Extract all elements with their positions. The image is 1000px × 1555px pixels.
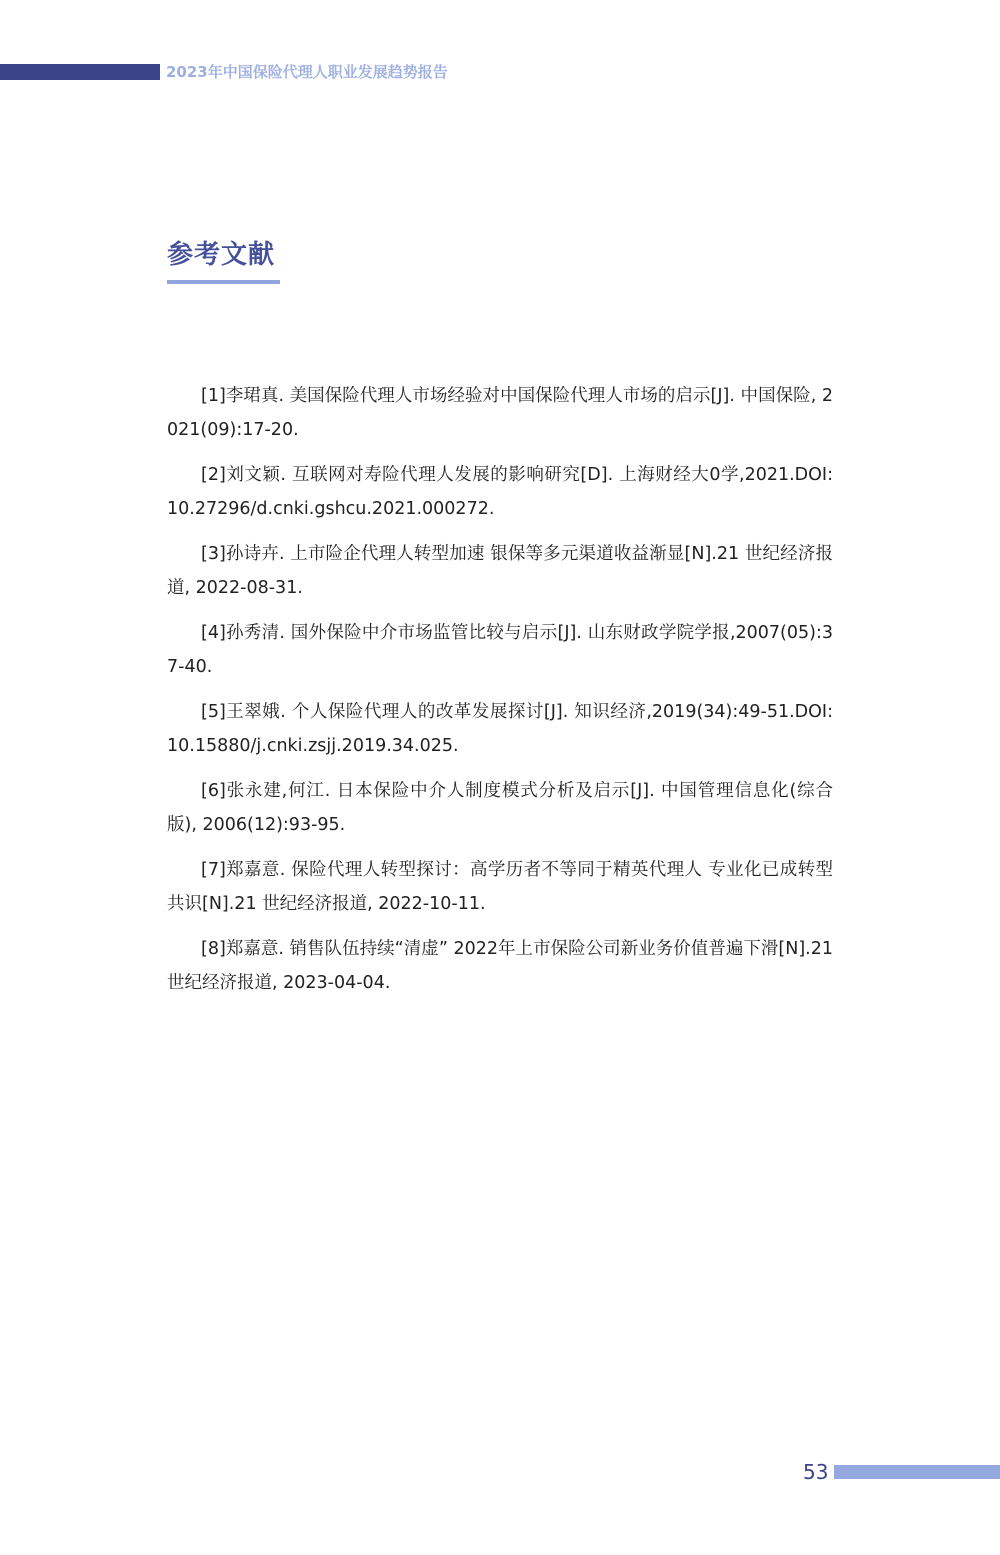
reference-item: [2]刘文颖. 互联网对寿险代理人发展的影响研究[D]. 上海财经大0学,2021.DOI: 10.27296/d.cnki.gshcu.2021.000272.: [167, 465, 833, 519]
title-underline: [167, 280, 280, 284]
page-number: 53: [803, 1460, 829, 1484]
reference-item: [7]郑嘉意. 保险代理人转型探讨：高学历者不等同于精英代理人 专业化已成转型共识[N].21 世纪经济报道, 2022-10-11.: [167, 860, 833, 914]
report-header-title: 2023年中国保险代理人职业发展趋势报告: [166, 63, 448, 81]
section-title: 参考文献: [167, 240, 276, 270]
reference-item: [6]张永建,何江. 日本保险中介人制度模式分析及启示[J]. 中国管理信息化(综合版), 2006(12):93-95.: [167, 781, 833, 835]
header-accent-bar: [0, 64, 160, 80]
reference-item: [3]孙诗卉. 上市险企代理人转型加速 银保等多元渠道收益渐显[N].21 世纪经济报道, 2022-08-31.: [167, 544, 833, 598]
reference-item: [1]李珺真. 美国保险代理人市场经验对中国保险代理人市场的启示[J]. 中国保险, 2021(09):17-20.: [167, 386, 833, 440]
reference-item: [5]王翠娥. 个人保险代理人的改革发展探讨[J]. 知识经济,2019(34):49-51.DOI: 10.15880/j.cnki.zsjj.2019.34.025.: [167, 702, 833, 756]
reference-item: [8]郑嘉意. 销售队伍持续“清虚” 2022年上市保险公司新业务价值普遍下滑[N].21 世纪经济报道, 2023-04-04.: [167, 939, 833, 993]
reference-list: [167, 379, 833, 1011]
reference-item: [4]孙秀清. 国外保险中介市场监管比较与启示[J]. 山东财政学院学报,2007(05):37-40.: [167, 623, 833, 677]
footer-accent-bar: [834, 1465, 1000, 1479]
